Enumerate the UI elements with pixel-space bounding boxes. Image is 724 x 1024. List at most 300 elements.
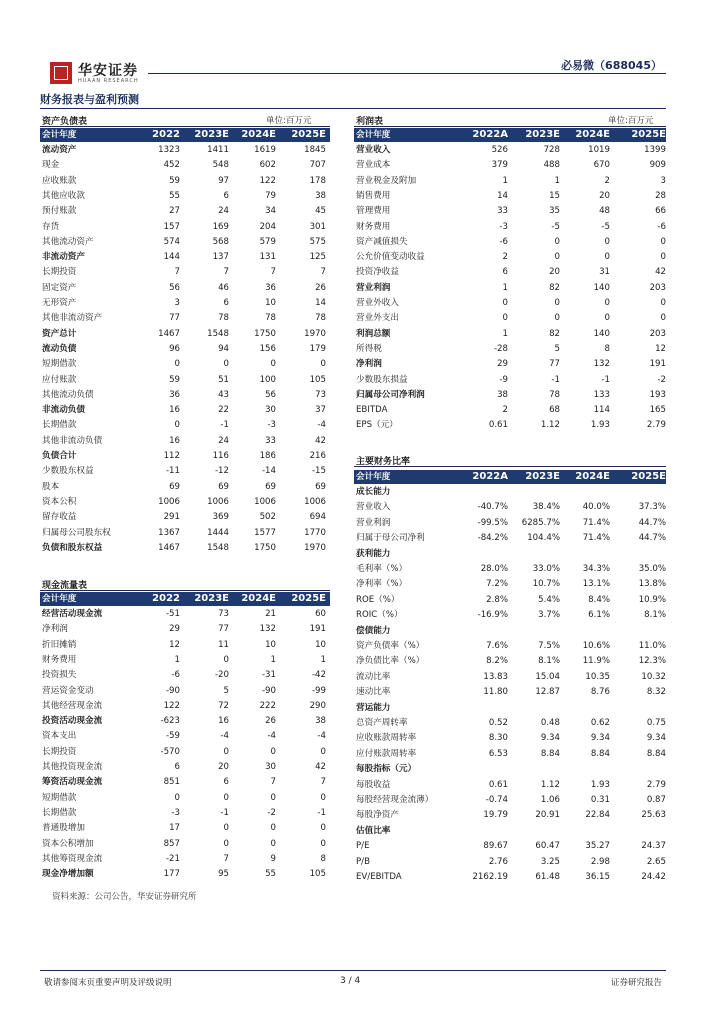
- row-value: 30: [265, 405, 276, 416]
- row-value: 857: [163, 838, 180, 849]
- row-value: -1: [317, 807, 326, 818]
- table-row: [40, 158, 330, 173]
- row-value: 379: [491, 160, 508, 171]
- row-value: -99.5%: [477, 517, 508, 528]
- row-value: 8: [604, 343, 610, 354]
- row-value: -570: [160, 746, 180, 757]
- row-value: 0: [223, 792, 229, 803]
- row-value: 707: [309, 160, 326, 171]
- row-value: 10: [265, 639, 276, 650]
- header-year: 2023E: [194, 593, 229, 604]
- table-row: [40, 541, 330, 556]
- row-value: 38: [315, 190, 326, 201]
- row-value: 33: [497, 206, 508, 217]
- header-year: 2024E: [241, 129, 276, 140]
- row-value: 48: [599, 206, 610, 217]
- row-value: 8: [320, 853, 326, 864]
- income-title: 利润表: [356, 117, 384, 127]
- row-label: 投资净收益: [356, 267, 399, 278]
- row-value: 0: [320, 746, 326, 757]
- row-label: 其他经营现金流: [42, 700, 103, 711]
- row-value: 59: [169, 175, 180, 186]
- row-value: 122: [259, 175, 276, 186]
- row-value: 204: [259, 221, 276, 232]
- row-value: 1.06: [540, 795, 560, 805]
- row-value: 216: [309, 451, 326, 461]
- row-value: 77: [169, 313, 180, 324]
- row-value: 9: [270, 853, 276, 864]
- row-label: 存货: [42, 221, 60, 232]
- disclaimer-note: 敬请参阅末页重要声明及评级说明: [44, 978, 172, 988]
- row-value: -1: [601, 374, 610, 385]
- row-value: 8.1%: [538, 656, 560, 667]
- row-value: 12.87: [535, 687, 560, 698]
- ratios-table: [354, 470, 666, 886]
- table-row: [354, 250, 666, 265]
- row-label: P/E: [356, 841, 370, 852]
- header-year: 2024E: [575, 129, 610, 140]
- rule: [354, 126, 666, 127]
- row-value: 169: [212, 221, 229, 232]
- table-row: [354, 296, 666, 311]
- row-value: 2.98: [590, 856, 610, 867]
- row-value: 0: [174, 359, 180, 370]
- row-value: -21: [165, 853, 180, 864]
- row-value: -51: [165, 609, 180, 619]
- table-header-row: [354, 128, 666, 142]
- row-value: 5.4%: [538, 594, 560, 605]
- row-value: 1770: [304, 527, 326, 538]
- row-value: 0: [223, 823, 229, 834]
- row-value: 11.80: [483, 687, 508, 698]
- row-value: 0: [554, 236, 560, 247]
- row-value: 97: [218, 175, 229, 186]
- table-row: [354, 158, 666, 173]
- row-value: 16: [169, 435, 180, 446]
- table-row: [354, 265, 666, 280]
- balance-sheet-title: 资产负债表: [42, 117, 88, 127]
- row-value: 6.1%: [588, 610, 610, 621]
- row-value: 45: [315, 206, 326, 217]
- table-header-row: [40, 128, 330, 142]
- row-label: 每股经营现金流薄）: [356, 795, 434, 805]
- row-label: 营业利润: [356, 282, 391, 293]
- row-label: 销售费用: [356, 190, 391, 201]
- row-value: -20: [214, 670, 229, 681]
- row-value: 89.67: [483, 841, 508, 852]
- row-value: -40.7%: [477, 502, 508, 513]
- row-value: 3.25: [540, 856, 560, 867]
- row-label: 营业成本: [356, 160, 391, 171]
- row-value: 8.84: [590, 748, 610, 759]
- row-label: 每股净资产: [356, 810, 399, 821]
- row-value: 1750: [254, 328, 276, 339]
- row-value: -84.2%: [477, 533, 508, 544]
- footer-rule: [40, 970, 666, 971]
- row-value: 7: [270, 267, 276, 278]
- table-row: [354, 562, 666, 577]
- row-value: 6: [174, 762, 180, 772]
- row-value: 0: [660, 236, 666, 247]
- row-value: 8.1%: [644, 610, 666, 621]
- row-label: 少数股东损益: [356, 374, 408, 385]
- row-value: 909: [649, 160, 666, 171]
- header-year: 2025E: [291, 129, 326, 140]
- table-row: [354, 654, 666, 669]
- header-label: 会计年度: [356, 130, 391, 140]
- row-value: 116: [212, 451, 229, 461]
- row-value: 34: [265, 206, 276, 217]
- row-label: 负债合计: [42, 451, 77, 461]
- row-value: -31: [261, 670, 276, 681]
- row-value: 0.62: [590, 718, 610, 728]
- row-value: 1548: [207, 542, 229, 553]
- table-row: [354, 311, 666, 326]
- table-row: [40, 668, 330, 683]
- row-value: 24: [218, 206, 229, 217]
- table-row: [354, 870, 666, 885]
- row-value: 1006: [207, 496, 229, 507]
- row-value: 1399: [644, 145, 666, 155]
- row-value: -4: [317, 420, 326, 431]
- row-value: 26: [265, 716, 276, 727]
- row-value: 0: [660, 313, 666, 324]
- row-value: 33: [265, 435, 276, 446]
- row-value: 36: [265, 282, 276, 293]
- row-value: 186: [259, 451, 276, 461]
- row-value: 179: [309, 343, 326, 354]
- row-value: 9.34: [646, 733, 666, 744]
- row-value: -90: [261, 685, 276, 696]
- row-value: -4: [317, 731, 326, 742]
- row-label: 预付账款: [42, 206, 77, 217]
- row-value: 3: [174, 298, 180, 308]
- cashflow-table: [40, 592, 330, 886]
- row-value: 291: [163, 512, 180, 523]
- row-value: 1367: [158, 527, 180, 538]
- row-value: 0: [270, 838, 276, 849]
- row-value: -3: [171, 807, 180, 818]
- row-value: 51: [218, 374, 229, 385]
- row-value: 60.47: [535, 841, 560, 852]
- brand-logo: [50, 62, 72, 84]
- table-row: [40, 510, 330, 525]
- row-value: -12: [214, 466, 229, 477]
- row-value: -2: [267, 807, 276, 818]
- row-value: 77: [218, 624, 229, 635]
- row-value: 13.8%: [638, 579, 666, 590]
- row-value: 0: [554, 313, 560, 324]
- row-value: 851: [163, 777, 180, 788]
- row-value: 10.9%: [638, 594, 666, 605]
- row-value: 40.0%: [582, 502, 610, 513]
- table-row: [40, 464, 330, 479]
- row-value: 27: [169, 206, 180, 217]
- table-row: [354, 778, 666, 793]
- table-row: [354, 855, 666, 870]
- row-value: 7.6%: [486, 641, 508, 651]
- row-label: 应付账款周转率: [356, 748, 417, 759]
- row-value: 114: [593, 405, 610, 416]
- row-value: 0: [223, 359, 229, 370]
- row-value: 20: [549, 267, 560, 278]
- row-value: 30: [265, 762, 276, 772]
- row-value: 526: [491, 145, 508, 155]
- row-value: 22.84: [585, 810, 610, 821]
- row-value: 1: [502, 282, 508, 293]
- row-value: -0.74: [485, 795, 508, 805]
- row-label: 净负债比率（%）: [356, 656, 425, 667]
- row-value: 12: [655, 343, 666, 354]
- row-value: 37: [315, 405, 326, 416]
- row-label: 获利能力: [356, 548, 391, 559]
- row-label: 所得税: [356, 343, 382, 354]
- row-value: 140: [593, 328, 610, 339]
- row-value: 11.0%: [638, 641, 666, 651]
- row-label: 估值比率: [356, 825, 391, 836]
- table-row: [40, 852, 330, 867]
- header-year: 2023E: [525, 129, 560, 140]
- table-row: [40, 388, 330, 403]
- table-header-row: [40, 592, 330, 606]
- row-value: 1019: [588, 145, 610, 155]
- table-row: [40, 806, 330, 821]
- row-value: 157: [163, 221, 180, 232]
- row-value: 20.91: [535, 810, 560, 821]
- table-row: [40, 745, 330, 760]
- row-value: 20: [599, 190, 610, 201]
- row-value: 71.4%: [582, 533, 610, 544]
- row-value: 72: [218, 700, 229, 711]
- row-value: 14: [315, 298, 326, 308]
- table-row: [40, 143, 330, 158]
- table-row: [40, 449, 330, 464]
- row-value: 56: [169, 282, 180, 293]
- row-value: 0: [604, 236, 610, 247]
- row-value: 33.0%: [532, 564, 560, 574]
- table-row: [354, 747, 666, 762]
- table-row: [40, 403, 330, 418]
- row-value: 25.63: [641, 810, 666, 821]
- row-label: 公允价值变动收益: [356, 252, 425, 263]
- row-label: 筹资活动现金流: [42, 777, 103, 788]
- row-label: 管理费用: [356, 206, 391, 217]
- table-row: [354, 808, 666, 823]
- row-label: 流动资产: [42, 145, 77, 155]
- row-value: 10.6%: [582, 641, 610, 651]
- row-value: 178: [309, 175, 326, 186]
- table-row: [40, 434, 330, 449]
- table-row: [40, 265, 330, 280]
- row-value: 0: [320, 823, 326, 834]
- row-value: 78: [315, 313, 326, 324]
- row-value: 3.7%: [538, 610, 560, 621]
- row-value: 8.2%: [486, 656, 508, 667]
- row-label: 毛利率（%）: [356, 564, 408, 574]
- header-year: 2025E: [631, 471, 666, 482]
- row-value: 6285.7%: [521, 517, 560, 528]
- row-value: 69: [169, 481, 180, 492]
- row-value: 8.84: [646, 748, 666, 759]
- row-value: 2.79: [646, 420, 666, 431]
- row-value: 105: [309, 374, 326, 385]
- row-value: 42: [655, 267, 666, 278]
- row-label: 归属母公司股东权: [42, 527, 111, 538]
- row-label: 非流动资产: [42, 252, 85, 263]
- row-label: 应付账款: [42, 374, 77, 385]
- header-year: 2024E: [575, 471, 610, 482]
- row-value: 191: [309, 624, 326, 635]
- row-value: 0.75: [646, 718, 666, 728]
- row-value: 2.79: [646, 779, 666, 790]
- row-label: 其他筹资现金流: [42, 853, 103, 864]
- row-value: 1.93: [590, 420, 610, 431]
- row-value: 1323: [158, 145, 180, 155]
- table-row: [40, 480, 330, 495]
- row-value: -59: [165, 731, 180, 742]
- table-row: [354, 701, 666, 716]
- row-label: 营业收入: [356, 145, 391, 155]
- table-row: [354, 485, 666, 500]
- header-rule: [148, 73, 666, 74]
- header-label: 会计年度: [42, 594, 77, 604]
- row-value: -4: [220, 731, 229, 742]
- header-year: 2025E: [631, 129, 666, 140]
- row-value: 13.1%: [582, 579, 610, 590]
- row-value: 6.53: [488, 748, 508, 759]
- row-value: 69: [315, 481, 326, 492]
- row-value: 7: [174, 267, 180, 278]
- row-label: P/B: [356, 856, 370, 867]
- row-value: 31: [599, 267, 610, 278]
- row-label: 资产减值损失: [356, 236, 408, 247]
- table-row: [40, 760, 330, 775]
- table-header-row: [354, 470, 666, 484]
- row-value: -9: [499, 374, 508, 385]
- row-value: 61.48: [535, 872, 560, 882]
- row-value: 69: [218, 481, 229, 492]
- row-value: 7.2%: [486, 579, 508, 590]
- row-label: 流动负债: [42, 343, 77, 354]
- row-value: 548: [212, 160, 229, 171]
- table-row: [40, 204, 330, 219]
- row-value: 132: [259, 624, 276, 635]
- table-row: [354, 608, 666, 623]
- row-value: 46: [218, 282, 229, 293]
- row-value: 132: [593, 359, 610, 370]
- row-value: 290: [309, 700, 326, 711]
- row-value: 11.9%: [582, 656, 610, 667]
- row-value: 16: [169, 405, 180, 416]
- table-row: [354, 220, 666, 235]
- row-value: 34.3%: [582, 564, 610, 574]
- row-value: 37.3%: [638, 502, 666, 513]
- row-label: 利润总额: [356, 328, 391, 339]
- row-label: 财务费用: [356, 221, 391, 232]
- row-label: 其他应收款: [42, 190, 85, 201]
- table-row: [40, 699, 330, 714]
- row-value: 575: [309, 236, 326, 247]
- row-value: 10.7%: [532, 579, 560, 590]
- row-value: -5: [551, 221, 560, 232]
- row-label: 长期借款: [42, 807, 77, 818]
- row-value: -28: [493, 343, 508, 354]
- row-value: 2: [502, 405, 508, 416]
- row-value: 694: [309, 512, 326, 523]
- row-value: 369: [212, 512, 229, 523]
- table-row: [40, 607, 330, 622]
- table-row: [40, 235, 330, 250]
- row-value: 10.35: [585, 671, 610, 682]
- row-value: 0: [270, 746, 276, 757]
- row-label: 经营活动现金流: [42, 609, 103, 619]
- rule: [354, 466, 666, 467]
- row-value: 73: [218, 609, 229, 619]
- row-label: 现金净增加额: [42, 869, 94, 880]
- row-value: 71.4%: [582, 517, 610, 528]
- row-label: 营运能力: [356, 702, 391, 713]
- table-row: [354, 174, 666, 189]
- broker-name: 华安证券: [78, 63, 138, 79]
- row-value: 35.27: [585, 841, 610, 852]
- header-year: 2022A: [472, 471, 508, 482]
- page-number: 3 / 4: [340, 976, 361, 986]
- table-row: [40, 526, 330, 541]
- row-label: 投资活动现金流: [42, 716, 103, 727]
- row-value: 165: [649, 405, 666, 416]
- table-row: [354, 531, 666, 546]
- header-year: 2024E: [241, 593, 276, 604]
- table-row: [354, 143, 666, 158]
- table-row: [40, 714, 330, 729]
- table-row: [354, 762, 666, 777]
- row-value: -3: [267, 420, 276, 431]
- row-label: 总资产周转率: [356, 718, 408, 728]
- row-label: 负债和股东权益: [42, 542, 103, 553]
- row-value: 502: [259, 512, 276, 523]
- row-label: 无形资产: [42, 298, 77, 308]
- rule: [40, 590, 330, 591]
- row-value: 1006: [304, 496, 326, 507]
- row-value: 56: [265, 389, 276, 400]
- row-value: 38: [497, 389, 508, 400]
- row-label: 普通股增加: [42, 823, 85, 834]
- table-row: [354, 189, 666, 204]
- table-row: [40, 653, 330, 668]
- row-label: 少数股东权益: [42, 466, 94, 477]
- row-label: 营业外支出: [356, 313, 399, 324]
- row-value: 42: [315, 762, 326, 772]
- row-value: 78: [218, 313, 229, 324]
- row-value: 579: [259, 236, 276, 247]
- row-label: 长期借款: [42, 420, 77, 431]
- row-value: 0: [320, 838, 326, 849]
- row-value: 10: [265, 298, 276, 308]
- row-label: EPS（元）: [356, 420, 398, 431]
- table-row: [40, 638, 330, 653]
- row-value: 2162.19: [472, 872, 508, 882]
- row-value: 568: [212, 236, 229, 247]
- row-label: 其他流动负债: [42, 389, 94, 400]
- row-value: 36.15: [585, 872, 610, 882]
- row-value: 44.7%: [638, 533, 666, 544]
- cashflow-title: 现金流量表: [42, 581, 88, 591]
- row-value: 0: [270, 359, 276, 370]
- row-label: 营业利润: [356, 517, 391, 528]
- row-value: 6: [223, 298, 229, 308]
- row-value: 0.61: [488, 779, 508, 790]
- row-value: 55: [265, 869, 276, 880]
